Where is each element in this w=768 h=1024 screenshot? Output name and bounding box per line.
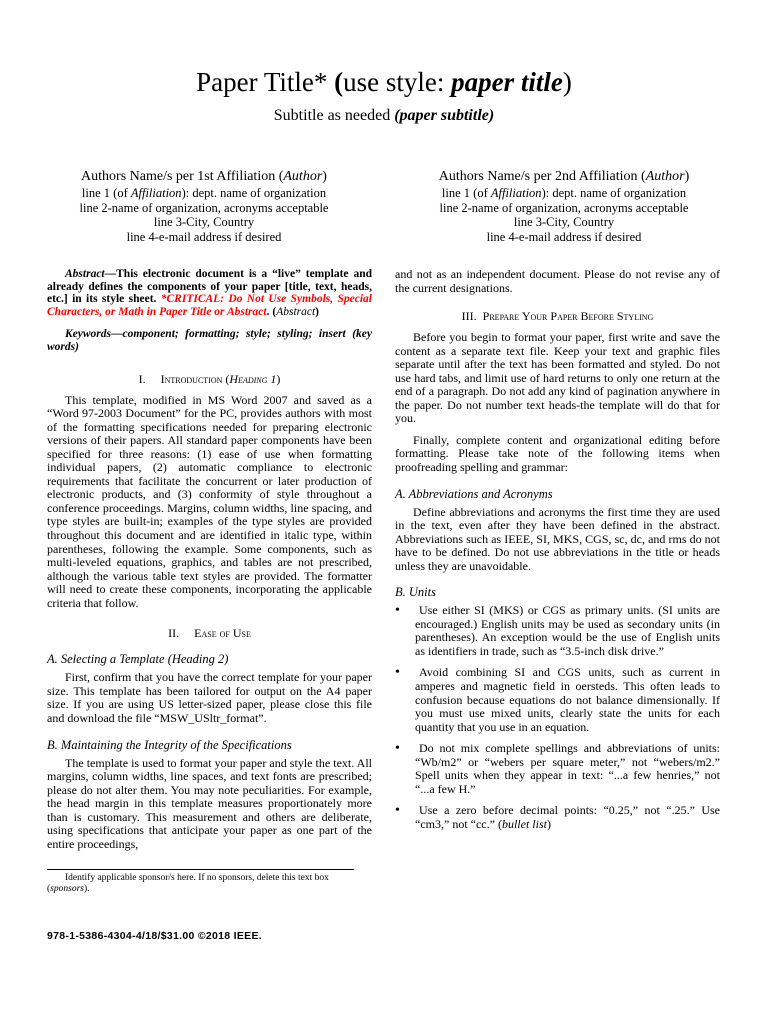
paper-title-use-style: use style:	[343, 67, 452, 97]
abstract-critical-note: *CRITICAL: Do Not Use Symbols, Special Characters, or Math in Paper Title or Abstract	[47, 293, 372, 318]
paper-subtitle	[0, 105, 768, 127]
affiliation-line-1: line 1 (of Affiliation): dept. name of organization	[441, 186, 687, 200]
paper-title-style-name: paper title	[451, 67, 563, 97]
units-bullet-list	[395, 604, 720, 831]
list-item: • Use a zero before decimal points: “0.25,” not “.25.” Use “cm3,” not “cc.” (bullet list)	[415, 804, 720, 831]
introduction-paragraph: This template, modified in MS Word 2007 and saved as a “Word 97-2003 Document” for the PC, provides authors with most of the formatting specifications needed for preparing electronic versions of their papers. All standard paper components have been specified for three reasons: (1) ease of use when formatting individual papers, (2) automatic compliance to electronic requirements that facilitate the concurrent or later production of electronic products, and (3) conformity of style throughout a conference proceedings. Margins, column widths, line spacing, and type styles are built-in; examples of the type styles are provided throughout this document and are identified in italic type, within parentheses, following the example. Some components, such as multi-leveled equations, graphics, and tables are not prescribed, although the various table text styles are provided. The formatter will need to create these components, incorporating the applicable criteria that follow.	[47, 392, 372, 610]
list-item: • Avoid combining SI and CGS units, such as current in amperes and magnetic field in oersteds. This often leads to confusion because equations do not balance dimensionally. If you must use mixed units, clearly state the units for each quantity that you use in an equation.	[415, 666, 720, 734]
footnote-rule	[47, 869, 354, 870]
paper-subtitle-style: (paper subtitle)	[394, 107, 495, 124]
paper-title	[0, 64, 768, 100]
author-name: Authors Name/s per 1st Affiliation (Author)	[81, 169, 327, 184]
paper-title-open-paren: (	[334, 67, 344, 97]
left-column	[47, 268, 372, 859]
copyright-notice: 978-1-5386-4304-4/18/$31.00 ©2018 IEEE.	[47, 930, 263, 942]
paper-title-close-paren: )	[562, 67, 572, 97]
affiliation-line-3: line 3-City, Country	[153, 215, 255, 229]
author-block-2	[404, 167, 724, 244]
right-column	[395, 268, 720, 840]
affiliation-line-3: line 3-City, Country	[513, 215, 615, 229]
list-item: • Do not mix complete spellings and abbreviations of units: “Wb/m2” or “webers per square meter,” not “webers/m2.” Spell units when they appear in text: “...a few henries,” not “...a few H.”	[415, 742, 720, 796]
subsection-heading-maintaining-integrity: B. Maintaining the Integrity of the Specifications	[47, 737, 292, 752]
affiliation-line-4: line 4-e-mail address if desired	[126, 229, 282, 244]
abstract-lead: Abstract	[65, 268, 105, 280]
author-name: Authors Name/s per 2nd Affiliation (Author)	[438, 169, 690, 184]
keywords: Keywords—component; formatting; style; styling; insert (key words)	[47, 328, 372, 353]
maintaining-integrity-continued: and not as an independent document. Please do not revise any of the current designations.	[395, 267, 720, 295]
abstract: Abstract—This electronic document is a “live” template and already defines the components of your paper [title, text, heads, etc.] in its style sheet. *CRITICAL: Do Not Use Symbols, Special Characters, or Math in Paper Title or Abstract. (Abstract)	[47, 268, 372, 318]
subsection-heading-selecting-template: A. Selecting a Template (Heading 2)	[47, 652, 229, 667]
subsection-heading-abbreviations: A. Abbreviations and Acronyms	[395, 486, 553, 501]
section-heading-prepare-paper: III. Prepare Your Paper Before Styling	[461, 309, 654, 324]
affiliation-line-2: line 2-name of organization, acronyms acceptable	[439, 200, 689, 215]
affiliation-line-4: line 4-e-mail address if desired	[486, 229, 642, 244]
list-item: • Use either SI (MKS) or CGS as primary units. (SI units are encouraged.) English units may be used as secondary units (in parentheses). An exception would be the use of English units as identifiers in trade, such as “3.5-inch disk drive.”	[415, 604, 720, 658]
author-block-1	[44, 167, 364, 244]
maintaining-integrity-paragraph: The template is used to format your paper and style the text. All margins, column widths, line spaces, and text fonts are prescribed; please do not alter them. You may note peculiarities. For example, the head margin in this template measures proportionately more than is customary. This measurement and others are deliberate, using specifications that anticipate your paper as one part of the entire proceedings,	[47, 755, 372, 851]
prepare-paragraph-1: Before you begin to format your paper, first write and save the content as a separate text file. Keep your text and graphic files separate until after the text has been formatted and styled. Do not use hard tabs, and limit use of hard returns to only one return at the end of a paragraph. Do not add any kind of pagination anywhere in the paper. Do not number text heads-the template will do that for you.	[395, 330, 720, 426]
affiliation-line-1: line 1 (of Affiliation): dept. name of organization	[81, 186, 327, 200]
prepare-paragraph-2: Finally, complete content and organizational editing before formatting. Please take note of the following items when proofreading spelling and grammar:	[395, 432, 720, 475]
affiliation-line-2: line 2-name of organization, acronyms acceptable	[79, 200, 329, 215]
paper-subtitle-text: Subtitle as needed	[273, 107, 395, 124]
section-heading-ease-of-use: II. Ease of Use	[168, 626, 251, 641]
abbreviations-paragraph: Define abbreviations and acronyms the first time they are used in the text, even after they have been defined in the abstract. Abbreviations such as IEEE, SI, MKS, CGS, sc, dc, and rms do not have to be defined. Do not use abbreviations in the title or heads unless they are unavoidable.	[395, 504, 720, 573]
subsection-heading-units: B. Units	[395, 585, 436, 600]
sponsor-footnote: Identify applicable sponsor/s here. If no sponsors, delete this text box (sponsors).	[47, 873, 329, 894]
section-heading-introduction: I. Introduction (Heading 1)	[138, 371, 281, 386]
paper-title-main: Paper Title*	[196, 67, 328, 97]
selecting-template-paragraph: First, confirm that you have the correct template for your paper size. This template has been tailored for output on the A4 paper size. If you are using US letter-sized paper, please close this file and download the file “MSW_USltr_format”.	[47, 670, 372, 725]
